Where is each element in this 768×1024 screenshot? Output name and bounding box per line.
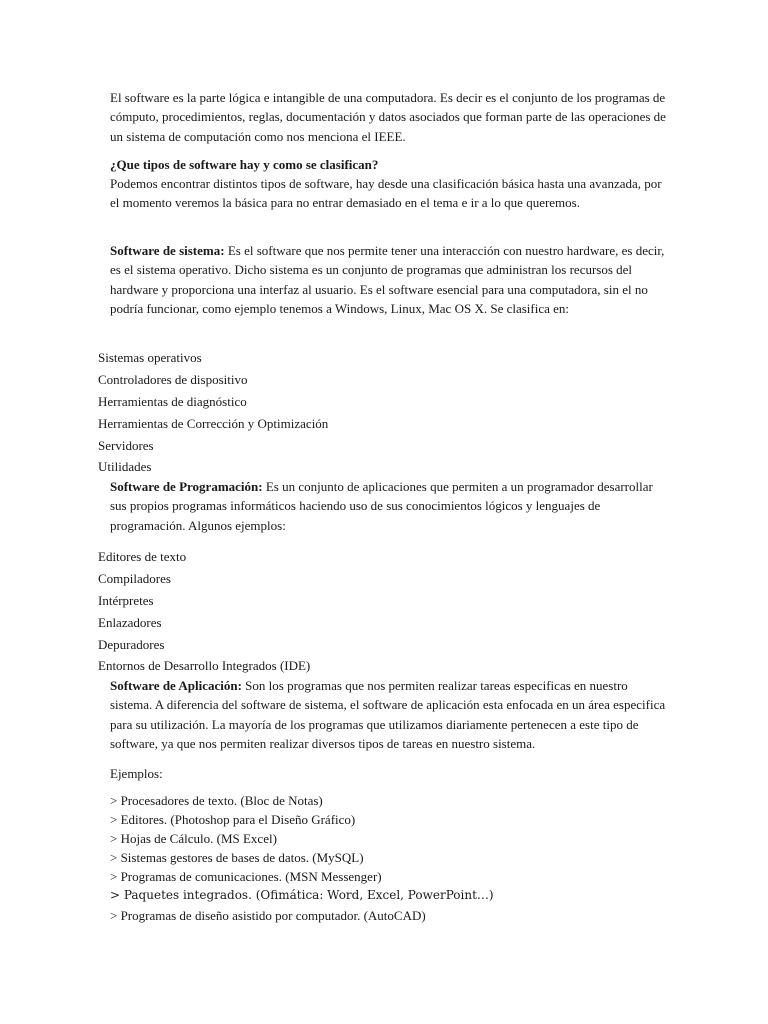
types-paragraph: Podemos encontrar distintos tipos de software, hay desde una clasificación básica hasta una avanzada, por el momento veremos la básica para no entrar demasiado en el tema e ir a lo que queremos.	[110, 176, 662, 211]
system-software-list	[98, 347, 328, 478]
programming-software-text: Es un conjunto de aplicaciones que permiten a un programador desarrollar sus propios programas informáticos haciendo uso de sus conocimientos lógicos y lenguajes de programación. Algunos ejemplos:	[110, 479, 653, 533]
example-item: > Editores. (Photoshop para el Diseño Gráfico)	[110, 812, 356, 828]
system-software-heading: Software de sistema:	[110, 243, 225, 258]
types-question-heading	[110, 155, 670, 174]
programming-software-list	[98, 546, 310, 677]
system-software-paragraph	[110, 241, 670, 319]
list-item: Controladores de dispositivo	[98, 371, 248, 387]
programming-software-paragraph	[110, 477, 670, 535]
list-item: Servidores	[98, 437, 154, 453]
example-item: > Sistemas gestores de bases de datos. (MySQL)	[110, 850, 364, 866]
programming-software-heading: Software de Programación:	[110, 479, 263, 494]
list-item: Depuradores	[98, 636, 165, 652]
list-item: Enlazadores	[98, 614, 162, 630]
example-item: > Hojas de Cálculo. (MS Excel)	[110, 831, 277, 847]
list-item: Sistemas operativos	[98, 350, 202, 365]
examples-label: Ejemplos:	[110, 766, 163, 781]
application-software-text: Son los programas que nos permiten realizar tareas especificas en nuestro sistema. A diferencia del software de sistema, el software de aplicación esta enfocada en un área especifica para su utilización. La mayoría de los programas que utilizamos diariamente pertenecen a este tipo de software, ya que nos permiten realizar diversos tipos de tareas en nuestro sistema.	[110, 678, 666, 752]
example-item: > Programas de comunicaciones. (MSN Messenger)	[110, 869, 382, 885]
list-item: Herramientas de diagnóstico	[98, 393, 247, 409]
intro-paragraph: El software es la parte lógica e intangible de una computadora. Es decir es el conjunto de los programas de cómputo, procedimientos, reglas, documentación y datos asociados que forman parte de las operaciones de un sistema de computación como nos menciona el IEEE.	[110, 90, 666, 144]
list-item: Intérpretes	[98, 592, 154, 608]
list-item: Herramientas de Corrección y Optimización	[98, 415, 329, 431]
example-item: > Procesadores de texto. (Bloc de Notas)	[110, 793, 323, 808]
application-software-heading: Software de Aplicación:	[110, 678, 242, 693]
list-item: Editores de texto	[98, 549, 187, 564]
system-software-text: Es el software que nos permite tener una interacción con nuestro hardware, es decir, es el sistema operativo. Dicho sistema es un conjunto de programas que administran los recursos del hardware y proporciona una interfaz al usuario. Es el software esencial para una computadora, sin el no podría funcionar, como ejemplo tenemos a Windows, Linux, Mac OS X. Se clasifica en:	[110, 243, 665, 317]
application-software-paragraph	[110, 676, 670, 754]
example-item: > Paquetes integrados. (Ofimática: Word, Excel, PowerPoint…)	[110, 888, 494, 903]
list-item: Compiladores	[98, 570, 171, 586]
types-question: ¿Que tipos de software hay y como se clasifican?	[110, 157, 379, 172]
list-item: Utilidades	[98, 459, 152, 475]
list-item: Entornos de Desarrollo Integrados (IDE)	[98, 658, 311, 674]
example-item: > Programas de diseño asistido por computador. (AutoCAD)	[110, 907, 426, 923]
application-examples-list	[110, 791, 494, 925]
